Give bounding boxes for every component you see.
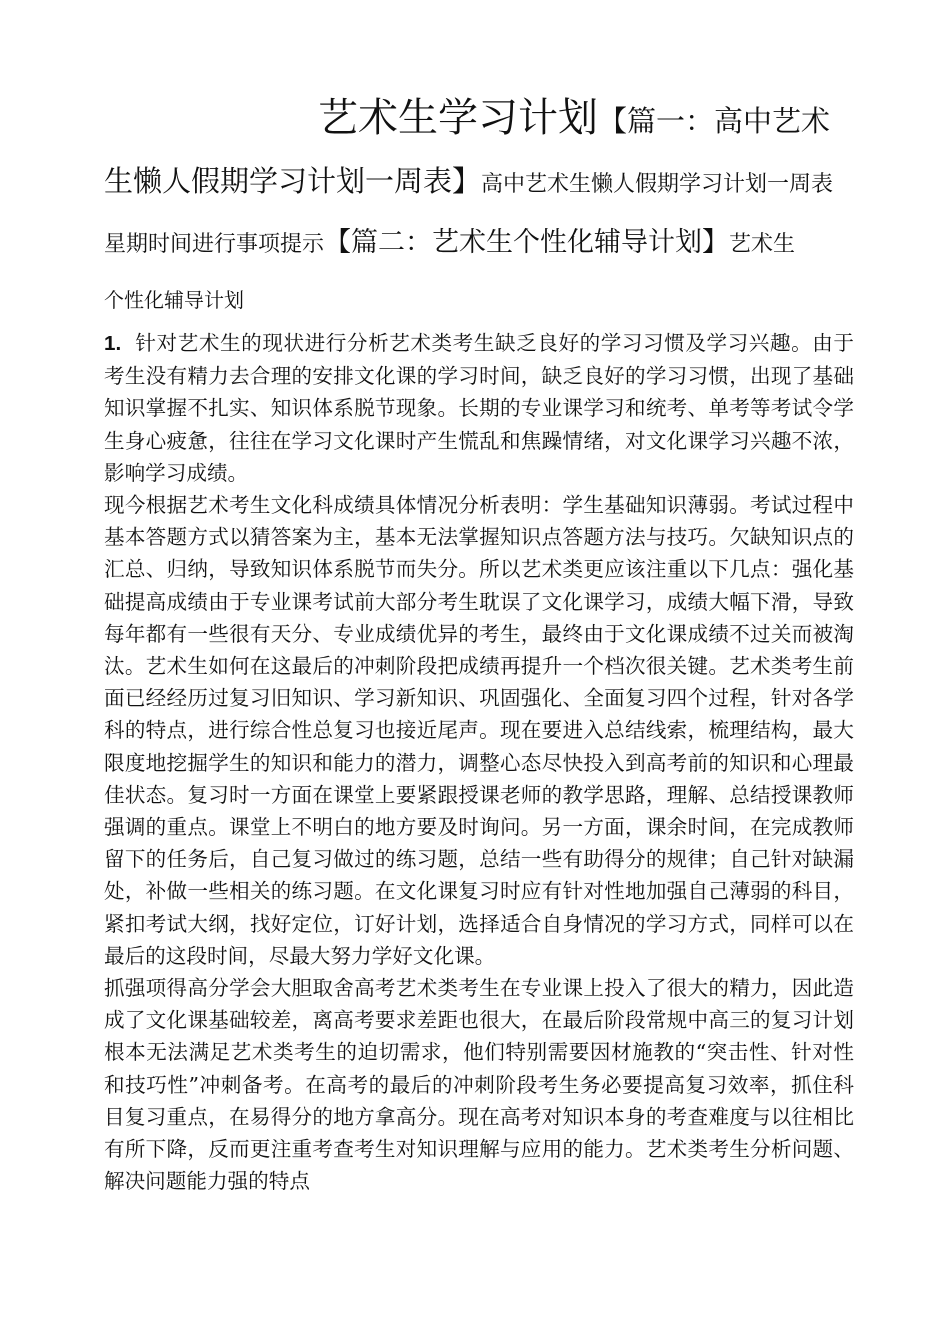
section-heading-1-part1: 【篇一：高中艺术 <box>598 104 831 138</box>
paragraph <box>104 972 854 1197</box>
paragraph-number: 1. <box>104 332 122 355</box>
title-line-4 <box>104 274 854 326</box>
title-line-1 <box>104 0 854 152</box>
table-header-text: 星期时间进行事项提示 <box>104 232 325 257</box>
section-heading-2-subtitle: 艺术生 <box>729 232 796 257</box>
paragraph-text: 抓强项得高分学会大胆取舍高考艺术类考生在专业课上投入了很大的精力，因此造成了文化课基础较差，离高考要求差距也很大，在最后阶段常规中高三的复习计划根本无法满足艺术类考生的迫切需求，他们特别需要因材施教的“突击性、针对性和技巧性”冲刺备考。在高考的最后的冲刺阶段考生务必要提高复习效率，抓住科目复习重点，在易得分的地方拿高分。现在高考对知识本身的考查难度与以往相比有所下降，反而更注重考查考生对知识理解与应用的能力。艺术类考生分析问题、解决问题能力强的特点 <box>104 976 854 1194</box>
document-title: 艺术生学习计划 <box>318 95 598 141</box>
paragraph-text: 现今根据艺术考生文化科成绩具体情况分析表明：学生基础知识薄弱。考试过程中基本答题方式以猜答案为主，基本无法掌握知识点答题方法与技巧。欠缺知识点的汇总、归纳，导致知识体系脱节而失分。所以艺术类更应该注重以下几点：强化基础提高成绩由于专业课考试前大部分考生耽误了文化课学习，成绩大幅下滑，导致每年都有一些很有天分、专业成绩优异的考生，最终由于文化课成绩不过关而被淘汰。艺术生如何在这最后的冲刺阶段把成绩再提升一个档次很关键。艺术类考生前面已经经历过复习旧知识、学习新知识、巩固强化、全面复习四个过程，针对各学科的特点，进行综合性总复习也接近尾声。现在要进入总结线索，梳理结构，最大限度地挖掘学生的知识和能力的潜力，调整心态尽快投入到高考前的知识和心理最佳状态。复习时一方面在课堂上要紧跟授课老师的教学思路，理解、总结授课教师强调的重点。课堂上不明白的地方要及时询问。另一方面，课余时间，在完成教师留下的任务后，自己复习做过的练习题，总结一些有助得分的规律；自己针对缺漏处，补做一些相关的练习题。在文化课复习时应有针对性地加强自己薄弱的科目，紧扣考试大纲，找好定位，订好计划，选择适合自身情况的学习方式，同样可以在最后的这段时间，尽最大努力学好文化课。 <box>104 493 854 968</box>
section-heading-1-subtitle: 高中艺术生懒人假期学习计划一周表 <box>481 172 834 197</box>
title-line-3 <box>104 215 854 274</box>
title-line-2 <box>104 152 854 215</box>
paragraph <box>104 327 854 489</box>
section-heading-1-part2: 生懒人假期学习计划一周表】 <box>104 164 482 198</box>
paragraph <box>104 489 854 972</box>
document-body <box>104 327 854 1197</box>
paragraph-text: 针对艺术生的现状进行分析艺术类考生缺乏良好的学习习惯及学习兴趣。由于考生没有精力去合理的安排文化课的学习时间，缺乏良好的学习习惯，出现了基础知识掌握不扎实、知识体系脱节现象。长期的专业课学习和统考、单考等考试令学生身心疲惫，往往在学习文化课时产生慌乱和焦躁情绪，对文化课学习兴趣不浓，影响学习成绩。 <box>104 331 855 485</box>
section-heading-2: 【篇二：艺术生个性化辅导计划】 <box>324 227 730 258</box>
section-heading-2-subtitle-cont: 个性化辅导计划 <box>104 288 244 312</box>
